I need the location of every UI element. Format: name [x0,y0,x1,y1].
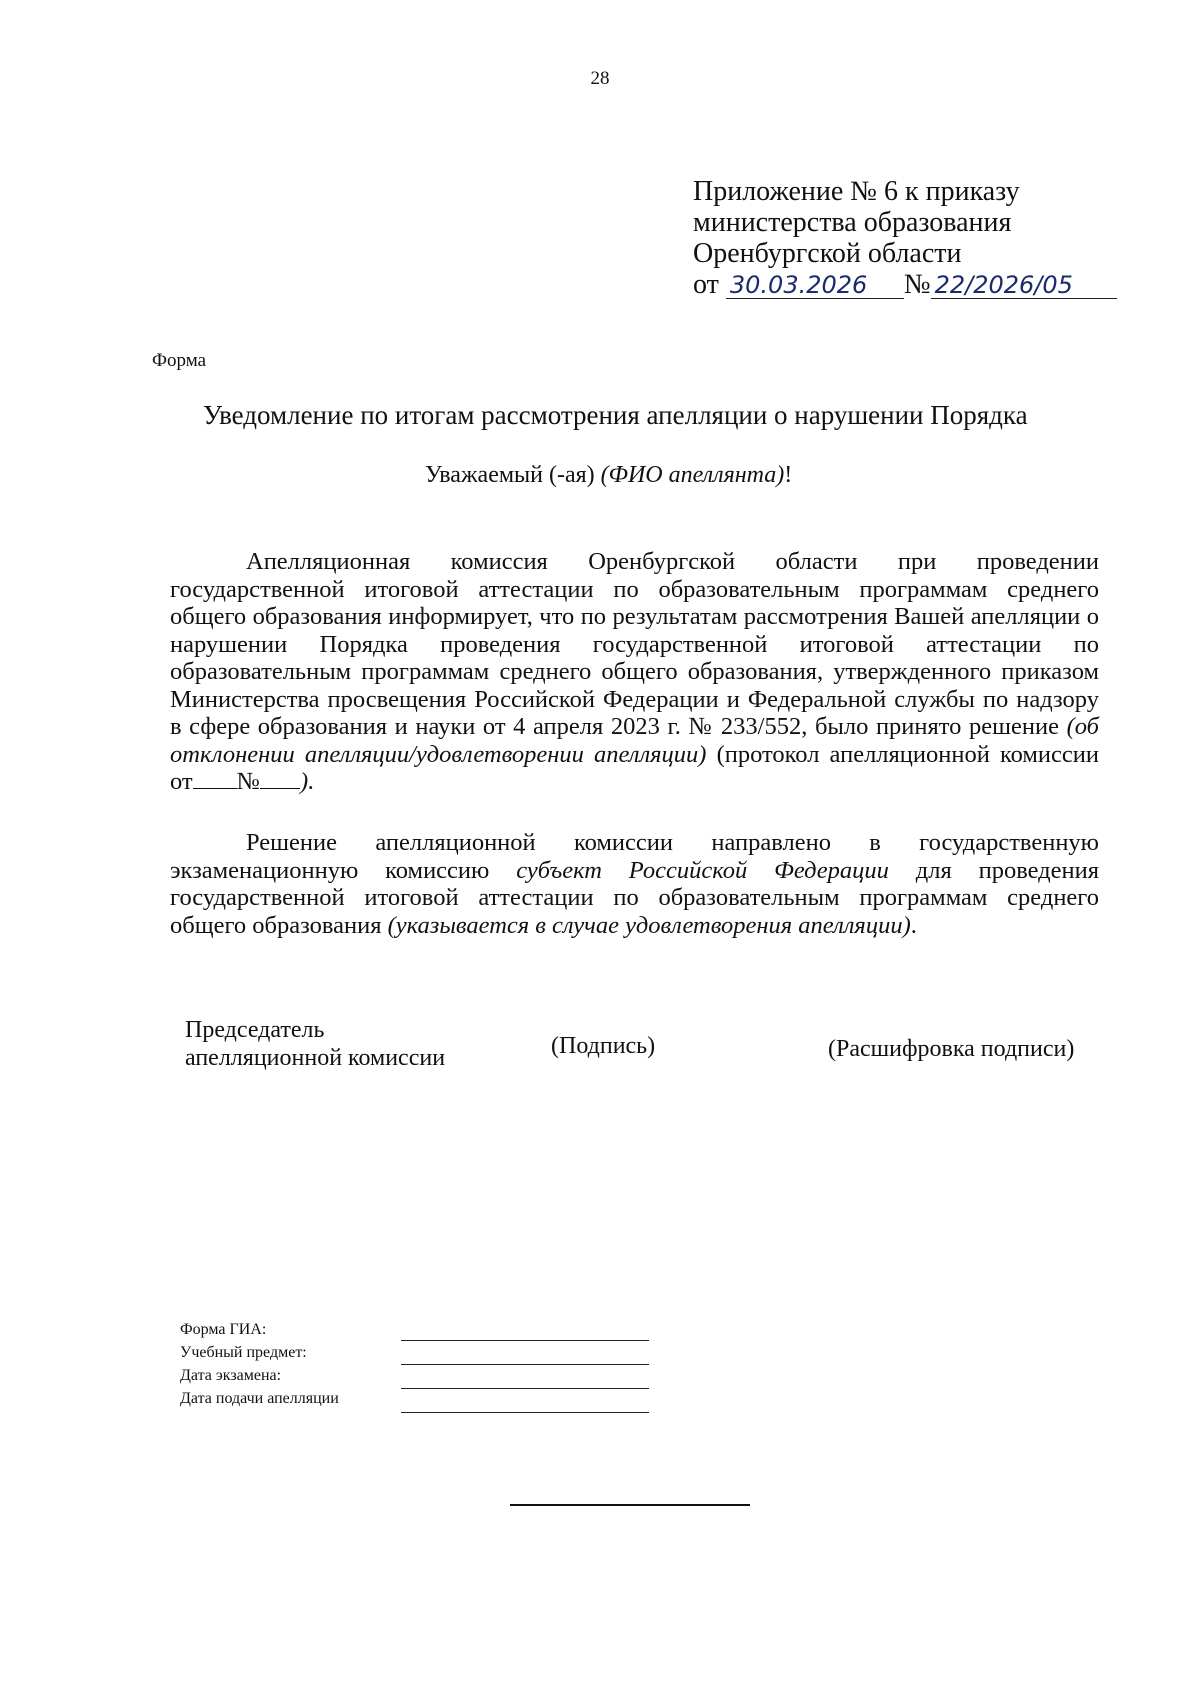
gia-appeal-date-line [401,1412,649,1413]
form-label: Форма [152,350,207,371]
paragraph-decision [170,548,1099,796]
gia-form-line [401,1340,649,1341]
referral-note: (указывается в случае удовлетворения апелляции) [387,911,911,939]
page-number: 28 [590,68,610,89]
paragraph-referral-start: Решение апелляционной комиссии направлено в государственную экзаменационную комиссию [170,829,1099,884]
greeting-suffix: ! [784,462,793,488]
appellant-name-placeholder: (ФИО апеллянта) [600,462,785,488]
paragraph-referral [170,829,1099,939]
handwritten-number: 22/2026/05 [931,272,1117,299]
chairman-label [185,1016,445,1072]
greeting [425,462,792,489]
gia-exam-date-line [401,1388,649,1389]
protocol-date-blank [193,770,237,789]
gia-subject-line [401,1364,649,1365]
end-divider [510,1504,750,1506]
gia-exam-date-label: Дата экзамена: [180,1367,282,1384]
from-prefix: от [693,269,719,300]
paragraph-referral-middle: для проведения государственной итоговой аттестации по образовательным программам среднего общего образования [170,856,1099,939]
number-prefix: № [903,269,931,300]
signature-decode-placeholder: (Расшифровка подписи) [828,1036,1075,1062]
decision-placeholder: (об отклонении апелляции/удовлетворении апелляции) [170,713,1099,768]
subject-placeholder: субъект Российской Федерации [516,856,889,884]
signature-placeholder: (Подпись) [551,1033,656,1059]
paragraph-decision-text: Апелляционная комиссия Оренбургской области при проведении государственной итоговой аттестации по образовательным программам среднего общего образования информирует, что по результатам рассмотрения Вашей апелляции о нарушении Порядка проведения государственной итоговой аттестации по образовательным программам среднего общего образования, утвержденного приказом Министерства просвещения Российской Федерации и Федеральной службы по надзору в сфере образования и науки от 4 апреля 2023 г. № 233/552, было принято решение [170,548,1099,740]
greeting-prefix: Уважаемый (-ая) [425,462,601,488]
gia-fields [180,1318,339,1410]
protocol-number-blank [260,770,300,789]
appendix-header [693,176,1117,300]
gia-subject-label: Учебный предмет: [180,1344,307,1361]
appendix-line-2: министерства образования [693,207,1012,238]
document-title: Уведомление по итогам рассмотрения апелляции о нарушении Порядка [203,400,1028,430]
appendix-line-3: Оренбургской области [693,238,962,269]
gia-form-label: Форма ГИА: [180,1321,267,1338]
protocol-number-prefix: № [236,768,261,795]
protocol-end: ). [300,768,315,795]
protocol-text: (протокол апелляционной комиссии от [170,740,1099,795]
chairman-line-1: Председатель [185,1017,325,1043]
chairman-line-2: апелляционной комиссии [185,1045,446,1071]
appendix-date-number-line [693,269,1117,300]
handwritten-date: 30.03.2026 [726,272,904,299]
appendix-line-1: Приложение № 6 к приказу [693,176,1020,207]
paragraph-referral-end: . [910,911,917,939]
gia-appeal-date-label: Дата подачи апелляции [180,1390,339,1407]
